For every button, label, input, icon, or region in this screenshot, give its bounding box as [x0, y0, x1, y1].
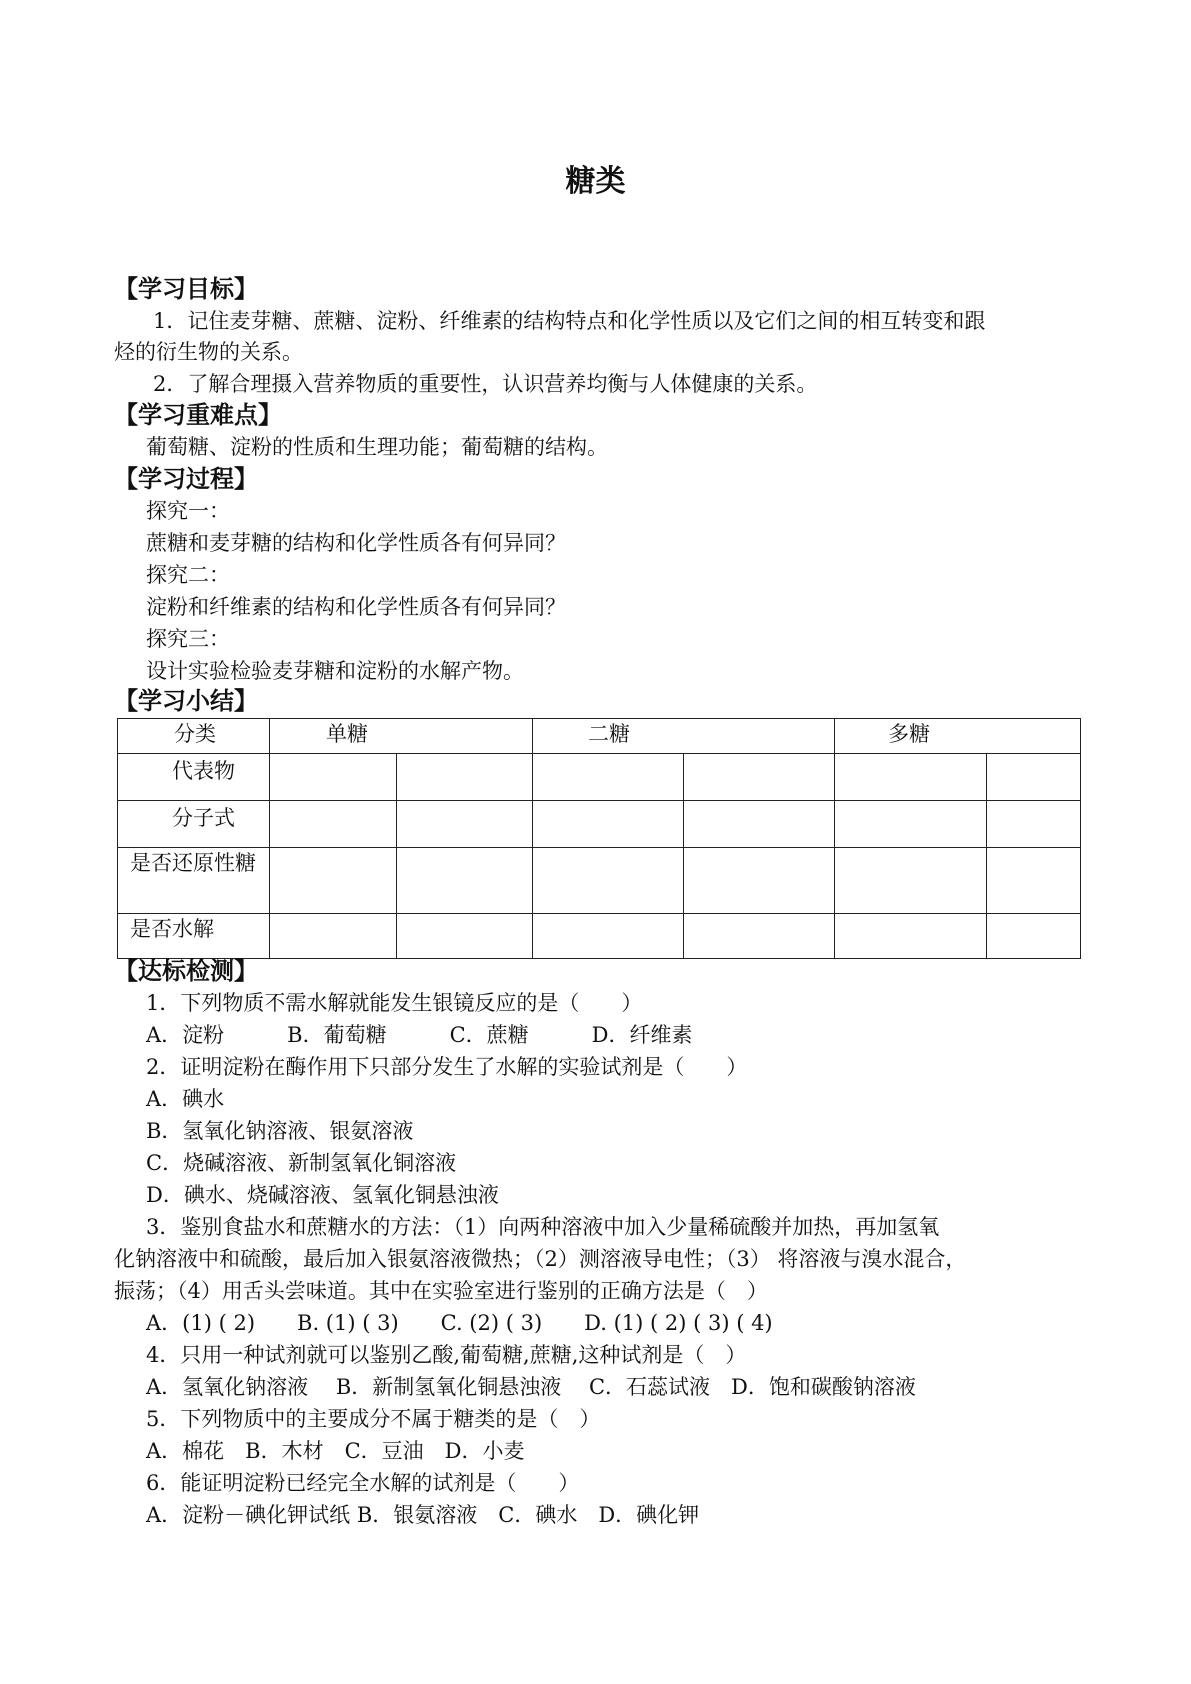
question-2-option-c: C．烧碱溶液、新制氢氧化铜溶液: [146, 1151, 457, 1175]
question-2-option-a: A．碘水: [146, 1087, 225, 1111]
page-title: 糖类: [565, 164, 626, 199]
table-cell[interactable]: [397, 801, 533, 848]
row-label-reducing-sugar: 是否还原性糖: [118, 848, 270, 914]
question-2-option-b: B．氢氧化钠溶液、银氨溶液: [146, 1119, 414, 1143]
table-row: [118, 848, 1081, 914]
table-cell[interactable]: [684, 801, 835, 848]
explore-1-text: 蔗糖和麦芽糖的结构和化学性质各有何异同？: [146, 531, 566, 555]
question-3-line-1: 3．鉴别食盐水和蔗糖水的方法：（1）向两种溶液中加入少量稀硫酸并加热，再加氢氧: [146, 1215, 940, 1239]
table-cell[interactable]: [987, 801, 1081, 848]
table-cell[interactable]: [397, 754, 533, 801]
explore-3-text: 设计实验检验麦芽糖和淀粉的水解产物。: [146, 659, 524, 683]
table-cell[interactable]: [684, 914, 835, 959]
table-cell[interactable]: [533, 848, 684, 914]
header-disaccharide: 二糖: [533, 719, 835, 754]
table-cell[interactable]: [533, 754, 684, 801]
row-label-representative: 代表物: [118, 754, 270, 801]
objective-1-line-2: 烃的衍生物的关系。: [114, 340, 303, 364]
table-row: [118, 914, 1081, 959]
question-6-options: A．淀粉－碘化钾试纸 B．银氨溶液 C．碘水 D．碘化钾: [146, 1503, 700, 1527]
objective-1-line-1: 1．记住麦芽糖、蔗糖、淀粉、纤维素的结构特点和化学性质以及它们之间的相互转变和跟: [153, 309, 986, 333]
table-row: [118, 754, 1081, 801]
row-label-formula: 分子式: [118, 801, 270, 848]
section-summary-heading: 【学习小结】: [114, 687, 258, 715]
table-cell[interactable]: [397, 914, 533, 959]
table-cell[interactable]: [270, 914, 397, 959]
table-cell[interactable]: [987, 914, 1081, 959]
question-1: 1．下列物质不需水解就能发生银镜反应的是（ ）: [146, 991, 643, 1015]
section-objectives-heading: 【学习目标】: [114, 275, 258, 303]
explore-1-label: 探究一：: [146, 499, 230, 523]
question-2-option-d: D．碘水、烧碱溶液、氢氧化铜悬浊液: [146, 1183, 499, 1207]
key-points-text: 葡萄糖、淀粉的性质和生理功能；葡萄糖的结构。: [146, 435, 608, 459]
table-cell[interactable]: [835, 848, 987, 914]
row-label-hydrolysis: 是否水解: [118, 914, 270, 959]
question-5-options: A．棉花 B．木材 C．豆油 D．小麦: [146, 1439, 525, 1463]
question-3-options: A．(1) ( 2) B. (1) ( 3) C. (2) ( 3) D. (1) ( 2) ( 3) ( 4): [146, 1311, 773, 1335]
header-monosaccharide: 单糖: [270, 719, 533, 754]
table-cell[interactable]: [397, 848, 533, 914]
table-cell[interactable]: [835, 914, 987, 959]
question-3-line-3: 振荡；（4）用舌头尝味道。其中在实验室进行鉴别的正确方法是（ ）: [114, 1279, 768, 1303]
section-process-heading: 【学习过程】: [114, 465, 258, 493]
table-cell[interactable]: [270, 754, 397, 801]
objective-2: 2．了解合理摄入营养物质的重要性，认识营养均衡与人体健康的关系。: [153, 372, 818, 396]
explore-2-text: 淀粉和纤维素的结构和化学性质各有何异同？: [146, 595, 566, 619]
table-cell[interactable]: [835, 801, 987, 848]
explore-3-label: 探究三：: [146, 627, 230, 651]
question-4: 4．只用一种试剂就可以鉴别乙酸,葡萄糖,蔗糖,这种试剂是（ ）: [146, 1343, 747, 1367]
table-cell[interactable]: [533, 914, 684, 959]
question-4-options: A．氢氧化钠溶液 B．新制氢氧化铜悬浊液 C．石蕊试液 D．饱和碳酸钠溶液: [146, 1375, 916, 1399]
question-3-line-2: 化钠溶液中和硫酸，最后加入银氨溶液微热；（2）测溶液导电性；（3） 将溶液与溴水混合，: [114, 1247, 967, 1271]
table-header-row: [118, 719, 1081, 754]
table-cell[interactable]: [533, 801, 684, 848]
table-cell[interactable]: [835, 754, 987, 801]
question-6: 6．能证明淀粉已经完全水解的试剂是（ ）: [146, 1471, 580, 1495]
header-category: 分类: [118, 719, 270, 754]
explore-2-label: 探究二：: [146, 563, 230, 587]
table-cell[interactable]: [684, 754, 835, 801]
question-2: 2．证明淀粉在酶作用下只部分发生了水解的实验试剂是（ ）: [146, 1055, 748, 1079]
summary-table: [117, 718, 1081, 959]
table-cell[interactable]: [684, 848, 835, 914]
table-cell[interactable]: [987, 754, 1081, 801]
section-key-points-heading: 【学习重难点】: [114, 401, 282, 429]
table-cell[interactable]: [987, 848, 1081, 914]
table-cell[interactable]: [270, 848, 397, 914]
section-test-heading: 【达标检测】: [114, 957, 258, 985]
question-5: 5．下列物质中的主要成分不属于糖类的是（ ）: [146, 1407, 601, 1431]
table-cell[interactable]: [270, 801, 397, 848]
header-polysaccharide: 多糖: [835, 719, 1081, 754]
question-1-options: A．淀粉 B．葡萄糖 C．蔗糖 D．纤维素: [146, 1023, 693, 1047]
table-row: [118, 801, 1081, 848]
